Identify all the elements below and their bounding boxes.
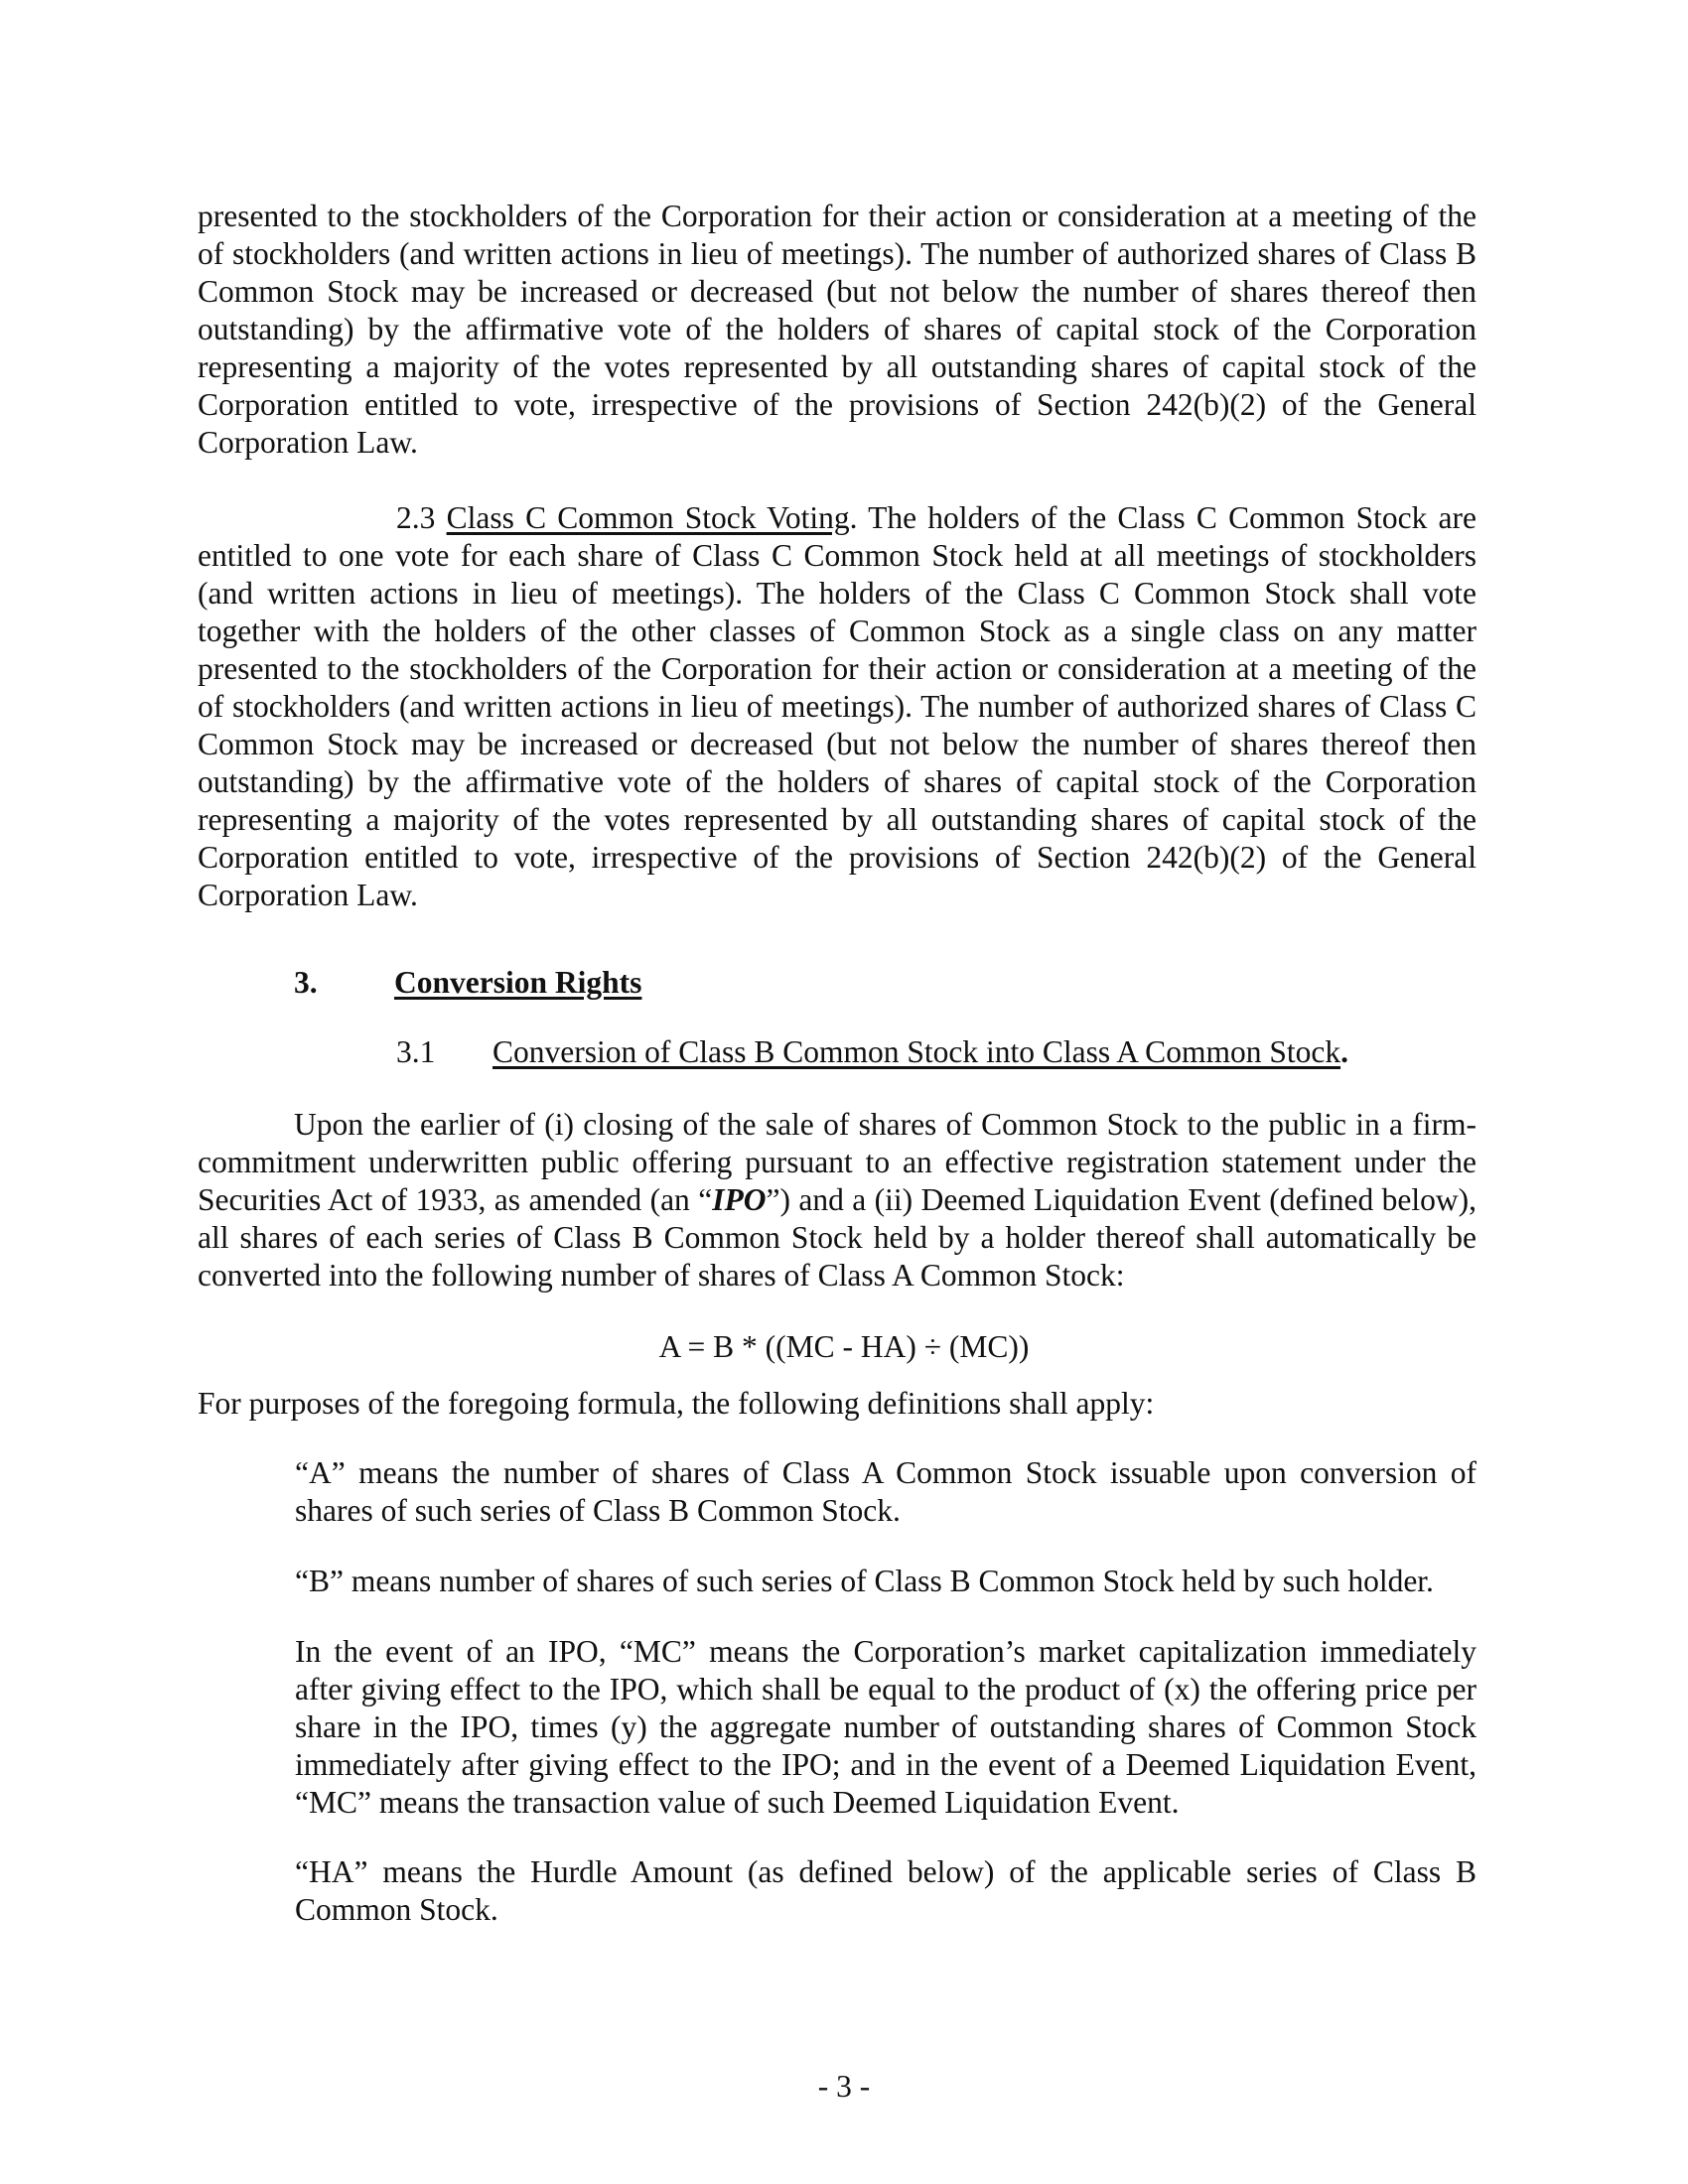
section-body: . The holders of the Class C Common Stock are entitled to one vote for each share of Class C Common Stock held at all meetings of stockholders (and written actions in lieu of meetings). The holders of the Class C Common Stock shall vote together with the holders of the other classes of Common Stock as a single class on any matter presented to the stockholders of the Corporation for their action or consideration at a meeting of the of stockholders (and written actions in lieu of meetings). The number of authorized shares of Class C Common Stock may be increased or decreased (but not below the number of shares thereof then outstanding) by the affirmative vote of the holders of shares of capital stock of the Corporation representing a majority of the votes represented by all outstanding shares of capital stock of the Corporation entitled to vote, irrespective of the provisions of Section 242(b)(2) of the General Corporation Law. (198, 500, 1477, 912)
paragraph-class-b-voting-continued: presented to the stockholders of the Corporation for their action or consideration at a meeting of the of stockholders (and written actions in lieu of meetings). The number of authorized shares of Class B Common Stock may be increased or decreased (but not below the number of shares thereof then outstanding) by the affirmative vote of the holders of shares of capital stock of the Corporation representing a majority of the votes represented by all outstanding shares of capital stock of the Corporation entitled to vote, irrespective of the provisions of Section 242(b)(2) of the General Corporation Law. (198, 199, 1477, 460)
section-3-1-period: . (1340, 1034, 1348, 1069)
section-3-1-number: 3.1 (396, 1034, 436, 1069)
section-3-title (394, 964, 641, 1002)
definition-b: “B” means number of shares of such series of Class B Common Stock held by such holder. (295, 1564, 1434, 1598)
section-3-1-title (492, 1033, 1348, 1071)
section-title: Class C Common Stock Voting (446, 500, 850, 535)
conversion-text-a: Upon the earlier of (i) closing of the sale of shares of Common Stock to the public in a firm-commitment underwritten public offering pursuant to an effective registration statement under the Securities Act of 1933, as amended (an “ (198, 1107, 1477, 1217)
section-3-1-title-text: Conversion of Class B Common Stock into Class A Common Stock (492, 1034, 1341, 1069)
section-3-title-text: Conversion Rights (394, 965, 642, 1000)
conversion-text-b: ”) and a (ii) Deemed Liquidation Event (defined below), all shares of each series of Class B Common Stock held by a holder thereof shall automatically be converted into the following number of shares of Class A Common Stock: (198, 1182, 1477, 1293)
conversion-formula: A = B * ((MC - HA) ÷ (MC)) (658, 1329, 1030, 1364)
definition-mc: In the event of an IPO, “MC” means the Corporation’s market capitalization immediately after giving effect to the IPO, which shall be equal to the product of (x) the offering price per share in the IPO, times (y) the aggregate number of outstanding shares of Common Stock immediately after giving effect to the IPO; and in the event of a Deemed Liquidation Event, “MC” means the transaction value of such Deemed Liquidation Event. (295, 1634, 1477, 1820)
ipo-term: IPO (712, 1182, 767, 1217)
section-2-3 (198, 499, 1477, 914)
definition-ha: “HA” means the Hurdle Amount (as defined below) of the applicable series of Class B Common Stock. (295, 1854, 1477, 1927)
section-3-number: 3. (294, 965, 318, 1000)
section-number: 2.3 (396, 500, 436, 535)
conversion-paragraph (198, 1106, 1477, 1295)
page-number: - 3 - (817, 2069, 871, 2104)
definitions-intro: For purposes of the foregoing formula, the following definitions shall apply: (198, 1386, 1155, 1421)
definition-a: “A” means the number of shares of Class A Common Stock issuable upon conversion of shares of such series of Class B Common Stock. (295, 1455, 1477, 1528)
